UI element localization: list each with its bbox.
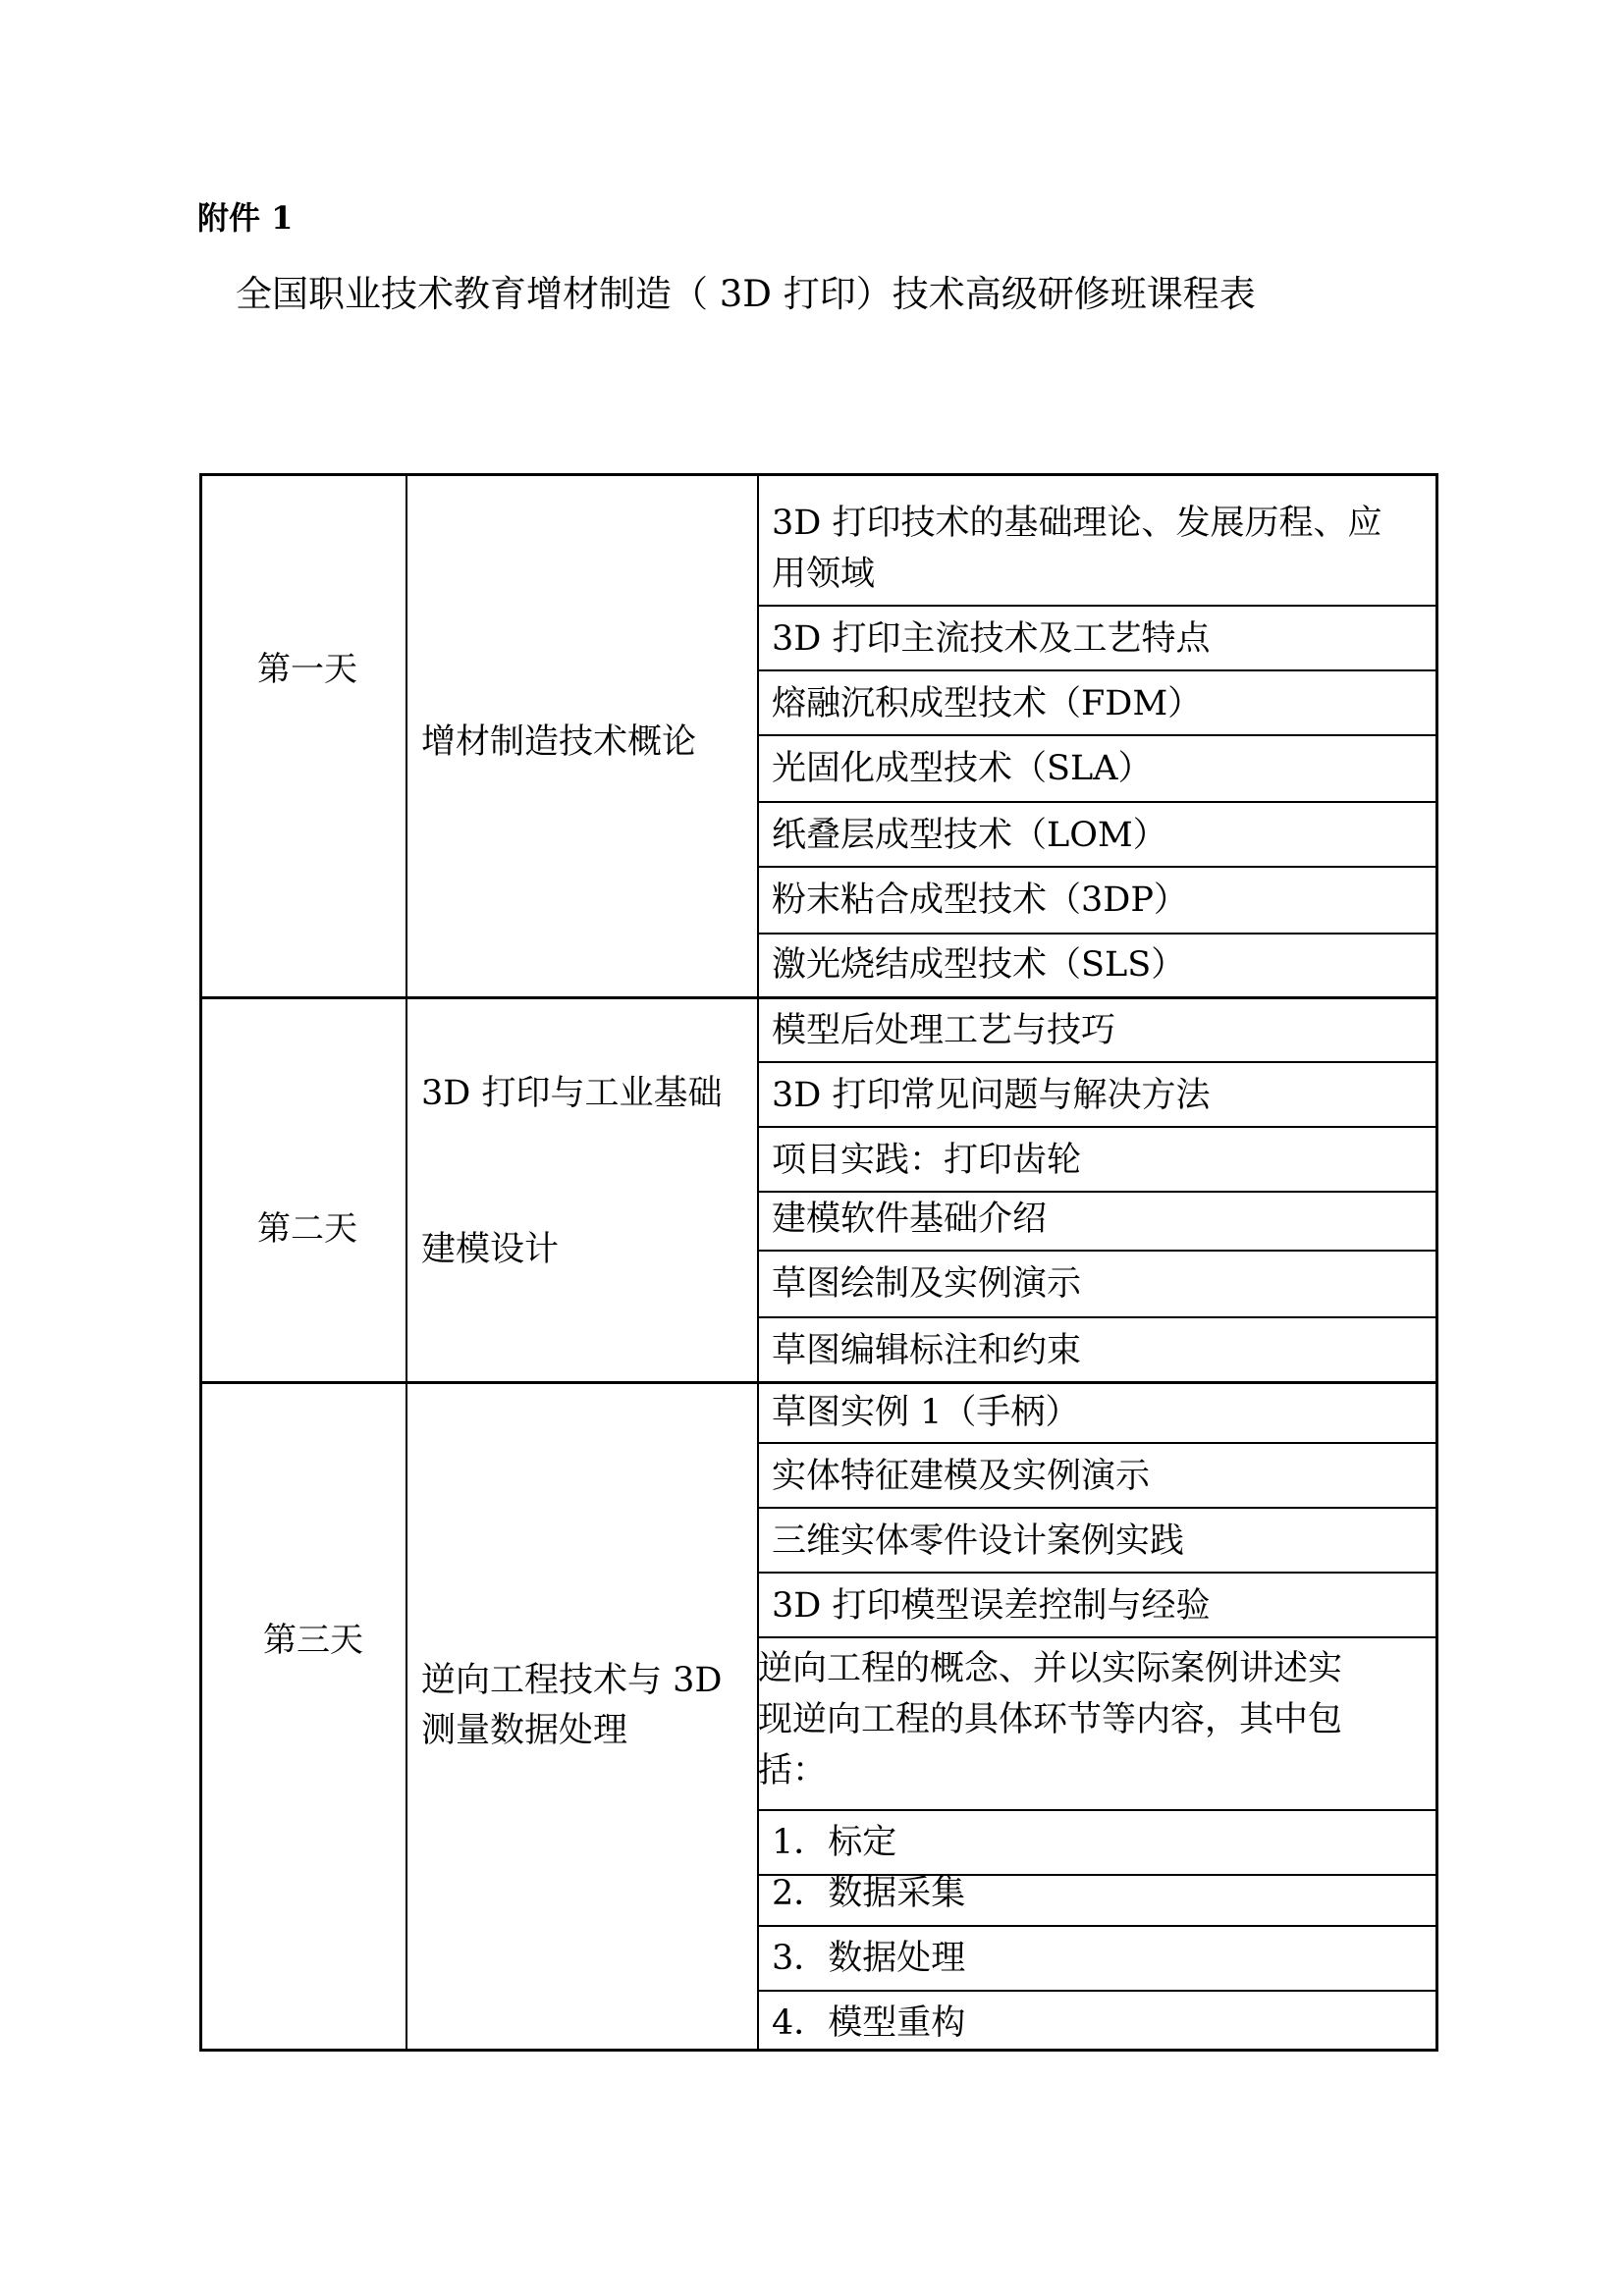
topic-line: 3D 打印主流技术及工艺特点	[772, 619, 1211, 659]
row-separator	[758, 1507, 1435, 1509]
day-separator	[202, 996, 1435, 999]
topic-line: 项目实践：打印齿轮	[772, 1141, 1082, 1180]
topic-line: 现逆向工程的具体环节等内容，其中包	[758, 1700, 1343, 1739]
row-separator	[758, 1990, 1435, 1992]
topic-line: 三维实体零件设计案例实践	[772, 1522, 1185, 1561]
row-separator	[758, 1191, 1435, 1193]
row-separator	[758, 1316, 1435, 1318]
topic-line: 4．模型重构	[772, 2003, 966, 2043]
topic-line: 3D 打印技术的基础理论、发展历程、应	[772, 504, 1382, 543]
row-separator	[758, 605, 1435, 607]
row-separator	[758, 866, 1435, 868]
course-schedule-table	[199, 473, 1438, 2052]
row-separator	[758, 933, 1435, 934]
row-separator	[758, 1061, 1435, 1063]
row-separator	[758, 1126, 1435, 1128]
day-label: 第一天	[257, 650, 357, 689]
topic-line: 模型后处理工艺与技巧	[772, 1011, 1116, 1050]
attachment-label: 附件 1	[197, 199, 294, 237]
topic-line: 粉末粘合成型技术（3DP）	[772, 881, 1188, 920]
topic-line: 纸叠层成型技术（LOM）	[772, 816, 1167, 855]
document-title: 全国职业技术教育增材制造（ 3D 打印）技术高级研修班课程表	[236, 273, 1256, 315]
topic-line: 实体特征建模及实例演示	[772, 1457, 1151, 1496]
topic-line: 草图绘制及实例演示	[772, 1264, 1082, 1304]
topic-line: 激光烧结成型技术（SLS）	[772, 945, 1186, 985]
day-separator	[202, 1381, 1435, 1384]
topic-line: 草图实例 1（手柄）	[772, 1393, 1080, 1432]
row-separator	[758, 1809, 1435, 1811]
day-label: 第三天	[263, 1621, 363, 1660]
module-label: 3D 打印与工业基础	[421, 1074, 723, 1113]
row-separator	[758, 1250, 1435, 1252]
row-separator	[758, 1442, 1435, 1444]
topic-line: 熔融沉积成型技术（FDM）	[772, 684, 1203, 723]
row-separator	[758, 1636, 1435, 1638]
topic-line: 1．标定	[772, 1823, 897, 1862]
row-separator	[758, 1925, 1435, 1927]
module-label: 逆向工程技术与 3D	[421, 1661, 723, 1700]
topic-line: 3．数据处理	[772, 1939, 966, 1978]
module-label: 增材制造技术概论	[421, 722, 697, 762]
row-separator	[758, 801, 1435, 803]
topic-line: 括：	[758, 1751, 828, 1790]
topic-line: 建模软件基础介绍	[772, 1200, 1048, 1239]
topic-line: 3D 打印常见问题与解决方法	[772, 1076, 1211, 1115]
row-separator	[758, 669, 1435, 671]
topic-line: 光固化成型技术（SLA）	[772, 749, 1153, 788]
row-separator	[758, 734, 1435, 736]
topic-line: 用领域	[772, 555, 876, 594]
day-column-divider	[406, 476, 407, 2049]
topic-line: 3D 打印模型误差控制与经验	[772, 1586, 1211, 1626]
topic-line: 逆向工程的概念、并以实际案例讲述实	[758, 1649, 1343, 1688]
module-column-divider	[757, 476, 759, 2049]
topic-line: 2．数据采集	[772, 1874, 966, 1913]
day-label: 第二天	[257, 1209, 357, 1249]
topic-line: 草图编辑标注和约束	[772, 1331, 1082, 1370]
module-label: 测量数据处理	[421, 1711, 628, 1750]
row-separator	[758, 1572, 1435, 1574]
module-label: 建模设计	[421, 1230, 560, 1269]
